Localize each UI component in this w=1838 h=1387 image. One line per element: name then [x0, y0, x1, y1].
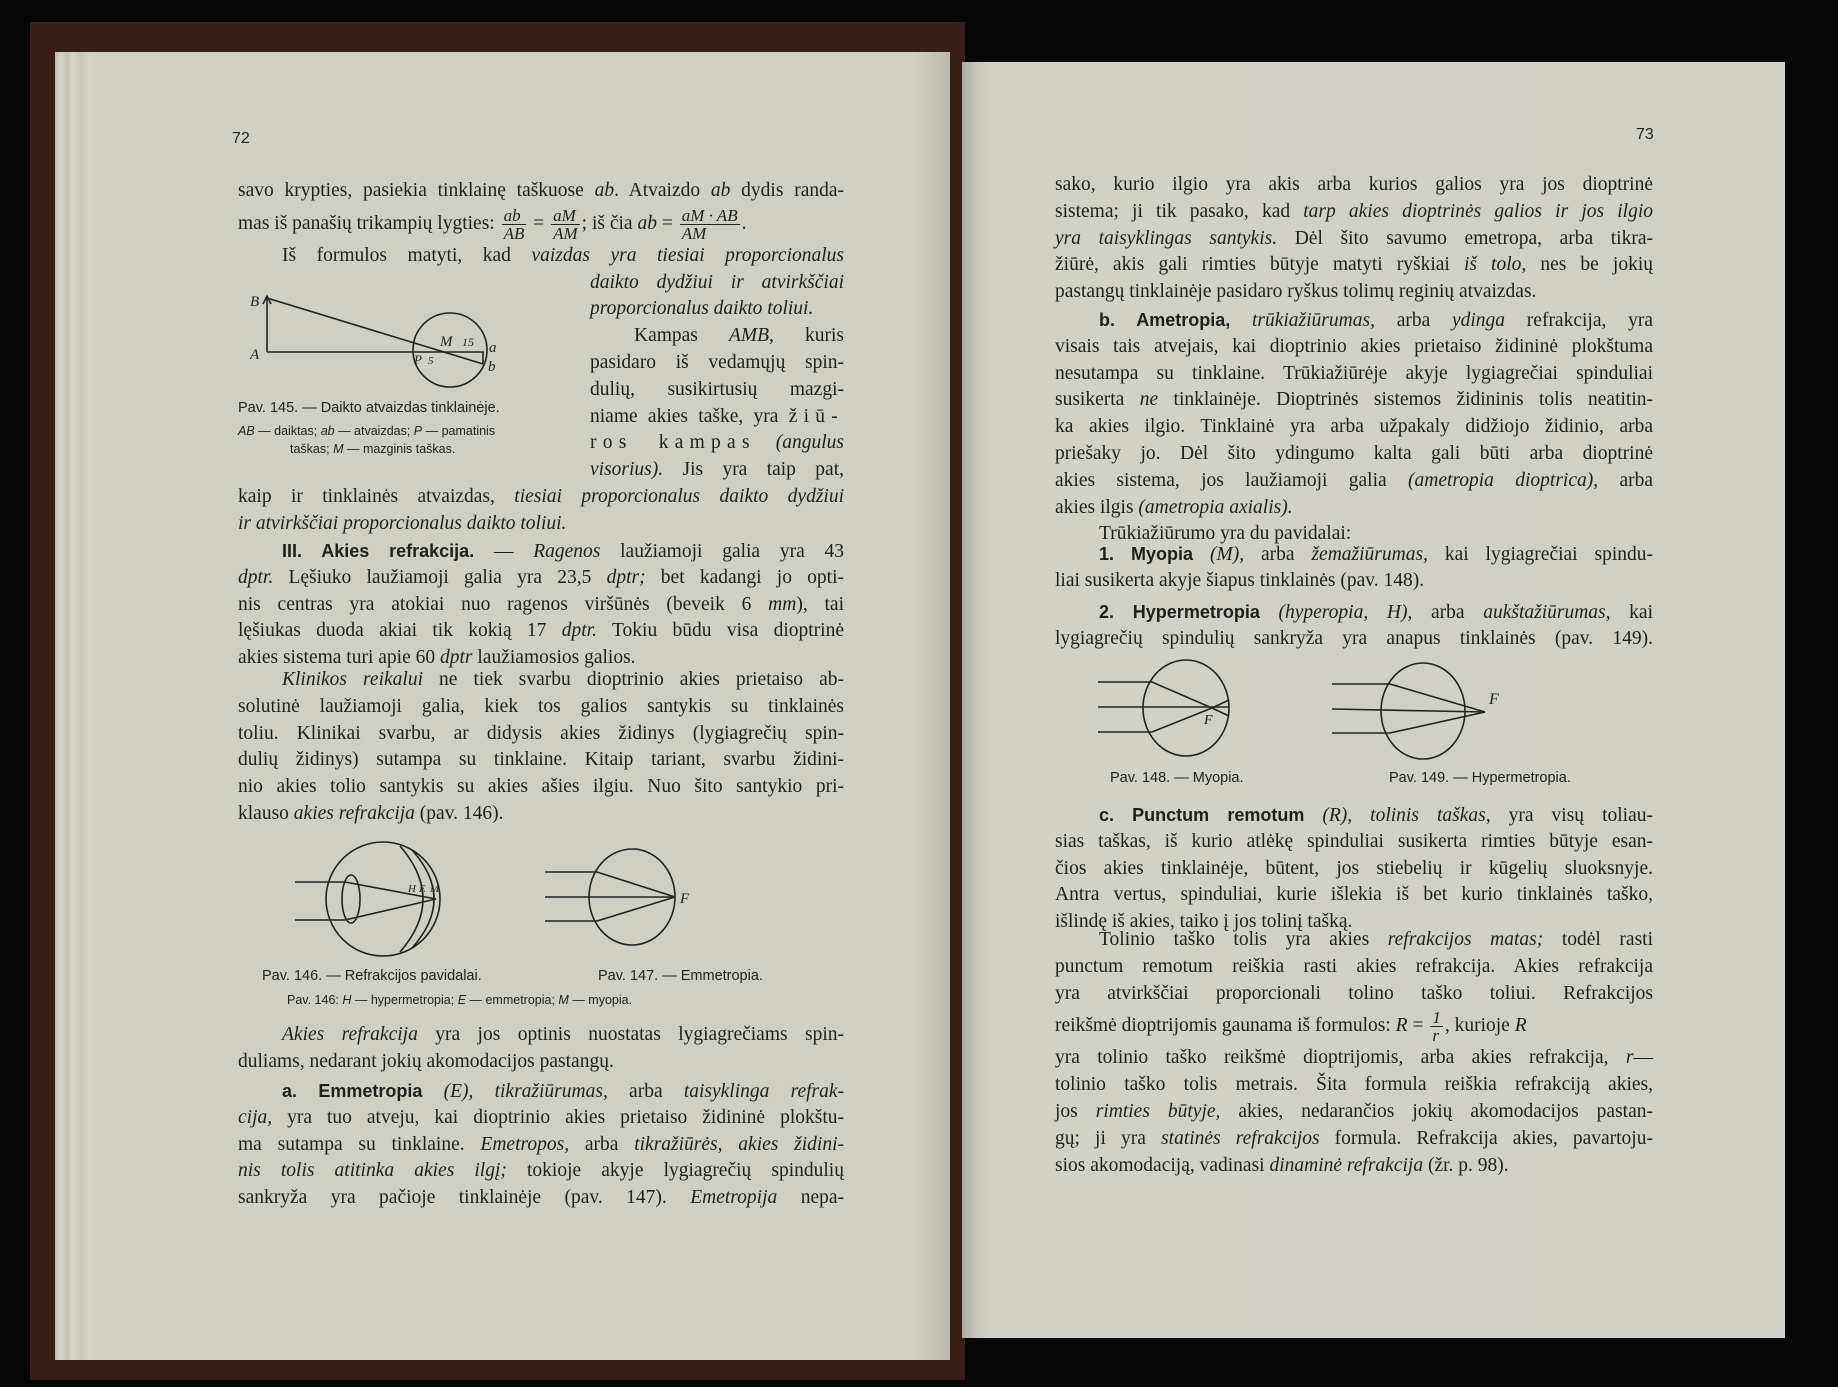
italic-text: E — [457, 993, 467, 1007]
paragraph-clinical — [238, 667, 844, 828]
fraction-numerator: aM — [551, 207, 580, 225]
text-run — [1230, 310, 1252, 331]
italic-text: H — [342, 993, 352, 1007]
text-line — [238, 178, 844, 205]
text-run: — atvaizdas; — [334, 424, 414, 438]
text-run: lęšiukas duoda akiai tik kokią 17 — [238, 620, 562, 642]
text-run: (pav. 146). — [414, 802, 504, 824]
italic-text: dptr. — [561, 620, 597, 642]
italic-text: Emetropija — [690, 1187, 778, 1209]
italic-text: refrakcijos matas; — [1387, 929, 1544, 950]
text-run: ; iš čia — [581, 212, 638, 234]
italic-text: statinės refrakcijos — [1161, 1127, 1320, 1149]
text-line — [1055, 226, 1653, 253]
text-line — [238, 1105, 844, 1132]
label-E: E — [419, 883, 426, 895]
text-line — [1055, 387, 1653, 414]
italic-text: vaizdas yra tiesiai proporcionalus — [531, 244, 844, 266]
text-run: toliu. Klinikai svarbu, ar didysis akies židinys (lygiagrečių spin- — [238, 722, 844, 744]
text-run: — myopia. — [568, 993, 633, 1007]
fig149-caption: Pav. 149. — Hypermetropia. — [1389, 770, 1571, 786]
text-run: refrakcija, yra — [1505, 310, 1653, 331]
text-run: — daiktas; — [254, 424, 321, 438]
text-run: tinklainėje. Dioptrinės sistemos židininis tolis neatitin- — [1158, 389, 1653, 411]
label-b: b — [488, 359, 496, 375]
text-line — [238, 538, 844, 565]
text-run: ), tai — [796, 593, 844, 615]
text-line — [1055, 1153, 1653, 1180]
text-line — [238, 1158, 844, 1185]
italic-text: (hyperopia, H), — [1278, 602, 1413, 623]
text-run: taškas; — [290, 442, 334, 456]
text-run: nesutampa su tinklaine. Trūkiažiūrėje akyje lygiagrečiai spinduliai — [1055, 362, 1653, 384]
bold-heading: 1. Myopia — [1099, 544, 1194, 564]
text-line — [1055, 856, 1653, 883]
bold-heading: b. Ametropia, — [1099, 310, 1231, 330]
bold-heading: a. Emmetropia — [282, 1081, 423, 1101]
text-run — [1260, 602, 1279, 623]
italic-text: (ametropia axialis). — [1138, 496, 1293, 518]
text-run: — — [1633, 1047, 1653, 1069]
text-run: Dėl šito savumo emetropa, arba tikra- — [1277, 227, 1653, 249]
italic-text: (M), — [1209, 544, 1245, 565]
fig148-caption: Pav. 148. — Myopia. — [1110, 770, 1244, 786]
text-run: — pamatinis — [422, 424, 496, 438]
italic-text: Akies refrakcija — [282, 1024, 418, 1045]
text-run: yra atvirkščiai proporcionali tolino taško toliui. Refrakcijos — [1055, 982, 1653, 1004]
text-line — [238, 1022, 844, 1049]
text-run: sako, kurio ilgio yra akis arba kurios galios yra jos dioptrinė — [1055, 174, 1653, 195]
fraction — [502, 207, 527, 242]
text-run: sias taškas, iš kurio atlėkę spinduliai susikerta rimties būtyje esan- — [1055, 830, 1653, 852]
label-P: P — [414, 352, 422, 367]
text-line — [238, 484, 844, 511]
text-line — [1055, 541, 1653, 568]
fig146-caption: Pav. 146. — Refrakcijos pavidalai. — [262, 968, 482, 984]
paragraph-hypermetropia — [1055, 599, 1653, 653]
text-run: kai lygiagrečiai spindu- — [1427, 544, 1653, 565]
text-run — [756, 432, 776, 453]
label-B: B — [250, 294, 260, 310]
paragraph-eye-refraction — [238, 538, 844, 672]
fraction — [1430, 1009, 1443, 1044]
italic-text: ab — [637, 212, 657, 234]
text-run: arba — [1374, 310, 1452, 331]
text-line — [1055, 954, 1653, 981]
italic-text: daikto dydžiui ir atvirkščiai — [590, 271, 844, 293]
text-run: tokioje akyje lygiagrečių spindulių — [506, 1160, 844, 1182]
text-line — [238, 592, 844, 619]
text-run: Kampas — [634, 325, 729, 347]
text-run: kaip ir tinklainės atvaizdas, — [238, 485, 515, 507]
italic-text: visorius). — [590, 459, 664, 481]
text-line — [1055, 568, 1653, 595]
italic-text: dinaminė refrakcija — [1269, 1154, 1424, 1176]
text-run: mas iš panašių trikampių lygties: — [238, 212, 500, 234]
text-run: = — [528, 212, 550, 234]
text-line — [590, 270, 844, 297]
text-run: — mazginis taškas. — [343, 442, 456, 456]
text-run: — — [474, 541, 534, 562]
text-line — [238, 774, 844, 801]
paragraph-refraction-definition — [238, 1022, 844, 1076]
text-run: — emmetropia; — [466, 993, 559, 1007]
text-run: Lęšiuko laužiamoji galia yra 23,5 — [273, 566, 607, 588]
text-run — [422, 1081, 443, 1102]
text-line — [1055, 1007, 1653, 1045]
text-run: dulių, susikirtusių mazgi- — [590, 378, 844, 400]
text-run: priešaky jo. Dėl šito ydingumo kalta gali būti arba dioptrinė — [1055, 442, 1653, 464]
text-line — [590, 350, 844, 377]
text-line — [1055, 279, 1653, 306]
text-run — [1193, 544, 1210, 565]
text-run: Trūkiažiūrumo yra du pavidalai: — [1099, 523, 1352, 545]
text-line — [1055, 927, 1653, 954]
text-run: dulių židinys) sutampa su tinklaine. Kitaip tariant, svarbu židini- — [238, 749, 844, 771]
bold-heading: 2. Hypermetropia — [1099, 602, 1260, 622]
text-run: yra tuo atveju, kai dioptrinio akies prietaiso židininė plokštu- — [272, 1106, 844, 1128]
text-line — [238, 1132, 844, 1159]
text-run: arba — [607, 1081, 684, 1102]
text-line — [1055, 252, 1653, 279]
text-line — [1055, 1045, 1653, 1072]
text-run: reikšmė dioptrijomis gaunama iš formulos: — [1055, 1015, 1396, 1037]
bold-heading: III. Akies refrakcija. — [282, 541, 475, 561]
paragraph-punctum-remotum — [1055, 802, 1653, 936]
text-run: bet kadangi jo opti- — [645, 566, 844, 588]
text-line — [238, 1185, 844, 1212]
italic-text: r — [1625, 1047, 1634, 1069]
text-run: Tolinio taško tolis yra akies — [1099, 929, 1388, 950]
italic-text: nis tolis atitinka akies ilgį; — [238, 1160, 507, 1182]
italic-text: Ragenos — [533, 541, 601, 562]
text-run: , kurioje — [1444, 1015, 1515, 1037]
text-line — [1055, 361, 1653, 388]
text-run: Antra vertus, spinduliai, kurie išlekia iš bet kurio tinklainės taško, — [1055, 884, 1653, 906]
text-line — [590, 404, 844, 431]
spaced-text: žiū- — [788, 405, 844, 427]
italic-text: M — [558, 993, 569, 1007]
text-run: ka akies ilgio. Tinklainė yra arba užpakaly didžiojo židinio, arba — [1055, 416, 1653, 438]
text-run: dydis randa- — [730, 180, 845, 201]
text-run: = — [656, 212, 678, 234]
text-run — [1304, 805, 1322, 826]
text-run: nes be jokių — [1526, 254, 1654, 276]
text-line — [238, 721, 844, 748]
text-run: kai — [1610, 602, 1653, 623]
text-run: nepa- — [777, 1187, 844, 1209]
italic-text: R — [1395, 1015, 1408, 1037]
italic-text: Klinikos reikalui — [282, 669, 423, 690]
text-run: Tokiu būdu visa dioptrinė — [597, 620, 844, 642]
text-line — [1055, 882, 1653, 909]
italic-text: ab — [594, 180, 615, 201]
label-M: M — [430, 883, 440, 895]
text-run: lygiagrečių spindulių sankryža yra anapus tinklainės (pav. 149). — [1055, 627, 1653, 649]
italic-text: Emetropos, — [480, 1133, 570, 1155]
text-run: čios akies tinklainėje, būtent, jos stiebelių ir kūgelių sluoksnyje. — [1055, 857, 1653, 879]
fig145-caption: Pav. 145. — Daikto atvaizdas tinklainėje. — [238, 400, 500, 416]
text-line — [1055, 829, 1653, 856]
italic-text: akies refrakcija — [293, 802, 415, 824]
paragraph-far-point — [1055, 927, 1653, 1179]
text-run: nis centras yra atokiai nuo ragenos viršūnės (beveik 6 — [238, 593, 769, 615]
text-run: yra jos optinis nuostatas lygiagrečiams spin- — [417, 1024, 844, 1045]
paragraph-emmetropia — [238, 1078, 844, 1212]
text-run: tolinio taško tolis metrais. Šita formula reiškia refrakciją akies, — [1055, 1074, 1653, 1096]
text-run: nio akies tolio santykis su akies ašies ilgiu. Nuo šito santykio pri- — [238, 776, 844, 798]
text-run: pastangų tinklainėje pasidaro ryškus tolimų reginių atvaizdas. — [1055, 281, 1537, 303]
text-run: yra tolinio taško reikšmė dioptrijomis, arba akies refrakcija, — [1055, 1047, 1626, 1069]
fig148-label-F: F — [1204, 713, 1213, 728]
fraction — [680, 207, 740, 242]
italic-text: (R), tolinis taškas, — [1322, 805, 1491, 826]
fraction-numerator: 1 — [1432, 1008, 1441, 1028]
text-line — [1055, 199, 1653, 226]
text-run: arba — [1412, 602, 1484, 623]
text-run: todėl rasti — [1543, 929, 1653, 950]
paragraph-continued — [1055, 172, 1653, 306]
text-run: akies sistema, jos laužiamoji galia — [1055, 469, 1408, 491]
text-run: akies sistema turi apie 60 — [238, 647, 440, 669]
text-run: niame akies taške, yra — [590, 405, 789, 427]
page-number-right: 73 — [1636, 126, 1654, 143]
text-run: savo krypties, pasiekia tinklainę taškuose — [238, 180, 595, 201]
text-run: punctum remotum reiškia rasti akies refrakcija. Akies refrakcija — [1055, 955, 1653, 977]
fig145-legend-2 — [290, 442, 455, 456]
text-run: (žr. p. 98). — [1423, 1154, 1509, 1176]
text-run: pasidaro iš vedamųjų spin- — [590, 351, 844, 373]
text-run: formula. Refrakcija akies, pavartoju- — [1319, 1127, 1653, 1149]
text-run: sankryža yra pačioje tinklainėje (pav. 147). — [238, 1187, 691, 1209]
italic-text: mm — [768, 593, 797, 615]
italic-text: AB — [238, 424, 255, 438]
italic-text: M — [333, 442, 344, 456]
text-line — [1055, 334, 1653, 361]
italic-text: ir atvirkščiai proporcionalus daikto toliui. — [238, 512, 567, 534]
label-15: 15 — [462, 335, 474, 349]
text-line — [1055, 307, 1653, 334]
italic-text: tikražiūrės, akies židini- — [634, 1133, 844, 1155]
text-run: — hypermetropia; — [351, 993, 458, 1007]
italic-text: (angulus — [775, 432, 844, 454]
italic-text: cija, — [238, 1106, 273, 1128]
paragraph-myopia — [1055, 541, 1653, 595]
italic-text: rimties būtyje, — [1095, 1100, 1221, 1122]
text-line — [238, 747, 844, 774]
label-a: a — [489, 340, 497, 356]
text-line — [238, 1049, 844, 1076]
text-run: klauso — [238, 802, 294, 824]
text-line — [238, 618, 844, 645]
fig149-label-F: F — [1489, 691, 1499, 708]
text-run: laužiamoji galia yra 43 — [600, 541, 844, 562]
paragraph-ametropia — [1055, 307, 1653, 548]
text-run: arba — [1244, 544, 1312, 565]
italic-text: dptr. — [238, 566, 274, 588]
text-run: sios akomodaciją, vadinasi — [1055, 1154, 1270, 1176]
text-run: arba — [569, 1133, 635, 1155]
text-run: žiūrė, akis gali rimties būtyje matyti ryškiai — [1055, 254, 1464, 276]
text-line — [1055, 468, 1653, 495]
text-run: visais tais atvejais, kai dioptrinio akies prietaiso židininė plokštuma — [1055, 335, 1653, 357]
text-run: kuris — [773, 325, 845, 347]
italic-text: dptr — [440, 647, 473, 669]
text-line — [1055, 599, 1653, 626]
text-line — [1055, 172, 1653, 199]
text-line — [1055, 1072, 1653, 1099]
text-run: sistema; ji tik pasako, kad — [1055, 200, 1304, 222]
italic-text: (E), tikražiūrumas, — [443, 1081, 608, 1102]
italic-text: yra taisyklingas santykis. — [1055, 227, 1278, 249]
text-run: liai susikerta akyje šiapus tinklainės (pav. 148). — [1055, 569, 1425, 591]
fig147-caption: Pav. 147. — Emmetropia. — [598, 968, 763, 984]
text-run: arba — [1598, 469, 1654, 491]
italic-text: ne — [1139, 389, 1159, 411]
fraction-numerator: aM · AB — [681, 205, 738, 225]
text-line — [238, 1078, 844, 1105]
text-line — [1055, 1126, 1653, 1153]
text-line — [238, 565, 844, 592]
text-line — [238, 511, 844, 538]
fraction-denominator: AB — [503, 223, 525, 243]
bold-heading: c. Punctum remotum — [1099, 805, 1305, 825]
text-run: akies, nedarančios jokių akomodacijos pastan- — [1220, 1100, 1653, 1122]
text-line — [238, 801, 844, 828]
italic-text: iš tolo, — [1463, 254, 1527, 276]
text-line — [590, 457, 844, 484]
fraction-numerator: ab — [502, 207, 527, 225]
text-run: jos — [1055, 1100, 1096, 1122]
text-run: = — [1407, 1015, 1429, 1037]
italic-text: taisyklinga refrak- — [683, 1081, 845, 1102]
text-line — [238, 205, 844, 243]
text-line — [590, 296, 844, 323]
italic-text: aukštažiūrumas, — [1483, 602, 1611, 623]
text-run: Pav. 146: — [287, 993, 343, 1007]
text-line — [590, 430, 844, 457]
label-H: H — [408, 883, 416, 895]
italic-text: dptr; — [606, 566, 646, 588]
italic-text: ydinga — [1451, 310, 1506, 331]
italic-text: ab — [710, 180, 731, 201]
text-line — [238, 667, 844, 694]
paragraph-image-formula — [238, 178, 844, 538]
fig146-legend — [287, 993, 632, 1007]
text-line — [1055, 495, 1653, 522]
text-run: išlindę iš akies, taiko į jos tolinį tašką. — [1055, 911, 1353, 933]
text-line — [590, 377, 844, 404]
italic-text: tiesiai proporcionalus daikto dydžiui — [514, 485, 844, 507]
text-run: duliams, nedarant jokių akomodacijos pastangų. — [238, 1050, 614, 1072]
italic-text: R — [1514, 1015, 1527, 1037]
italic-text: proporcionalus daikto toliui. — [590, 298, 814, 320]
italic-text: tarp akies dioptrinės galios ir jos ilgio — [1303, 200, 1653, 222]
italic-text: ab — [320, 424, 335, 438]
fraction-denominator: AM — [681, 223, 707, 243]
text-run: susikerta — [1055, 389, 1140, 411]
italic-text: (ametropia dioptrica), — [1408, 469, 1599, 491]
label-5: 5 — [428, 355, 434, 367]
text-line — [590, 323, 844, 350]
text-run: gų; ji yra — [1055, 1127, 1162, 1149]
text-run: ma sutampa su tinklaine. — [238, 1133, 481, 1155]
fraction-denominator: AM — [553, 223, 578, 243]
text-run: . Atvaizdo — [614, 180, 711, 201]
text-run: laužiamosios galios. — [472, 647, 636, 669]
text-run: Iš formulos matyti, kad — [282, 244, 532, 266]
italic-text: žemažiūrumas, — [1311, 544, 1428, 565]
italic-text: P — [413, 424, 423, 438]
text-run: ne tiek svarbu dioptrinio akies prietaiso ab- — [422, 669, 844, 690]
text-line — [1055, 441, 1653, 468]
text-line — [1055, 802, 1653, 829]
text-run: akies ilgis — [1055, 496, 1139, 518]
italic-text: trūkiažiūrumas, — [1251, 310, 1375, 331]
text-line — [238, 694, 844, 721]
text-run: Jis yra taip pat, — [663, 459, 844, 481]
fig145-legend-1 — [238, 424, 568, 438]
italic-text: AMB, — [728, 325, 774, 347]
text-line — [1055, 414, 1653, 441]
label-A: A — [250, 347, 260, 363]
text-run: . — [741, 212, 747, 234]
fraction-denominator: r — [1432, 1026, 1439, 1046]
text-line — [1055, 981, 1653, 1008]
text-run: yra visų toliau- — [1490, 805, 1653, 826]
text-line — [1055, 626, 1653, 653]
page-number-left: 72 — [232, 130, 250, 147]
text-run: solutinė laužiamoji galia, kiek tos galios santykis su tinklainės — [238, 695, 844, 717]
label-M: M — [440, 334, 453, 350]
text-line — [1055, 1099, 1653, 1126]
fig147-label-F: F — [680, 891, 690, 907]
fraction — [551, 207, 580, 242]
text-line — [238, 243, 844, 270]
spaced-text: ros kampas — [590, 432, 756, 454]
